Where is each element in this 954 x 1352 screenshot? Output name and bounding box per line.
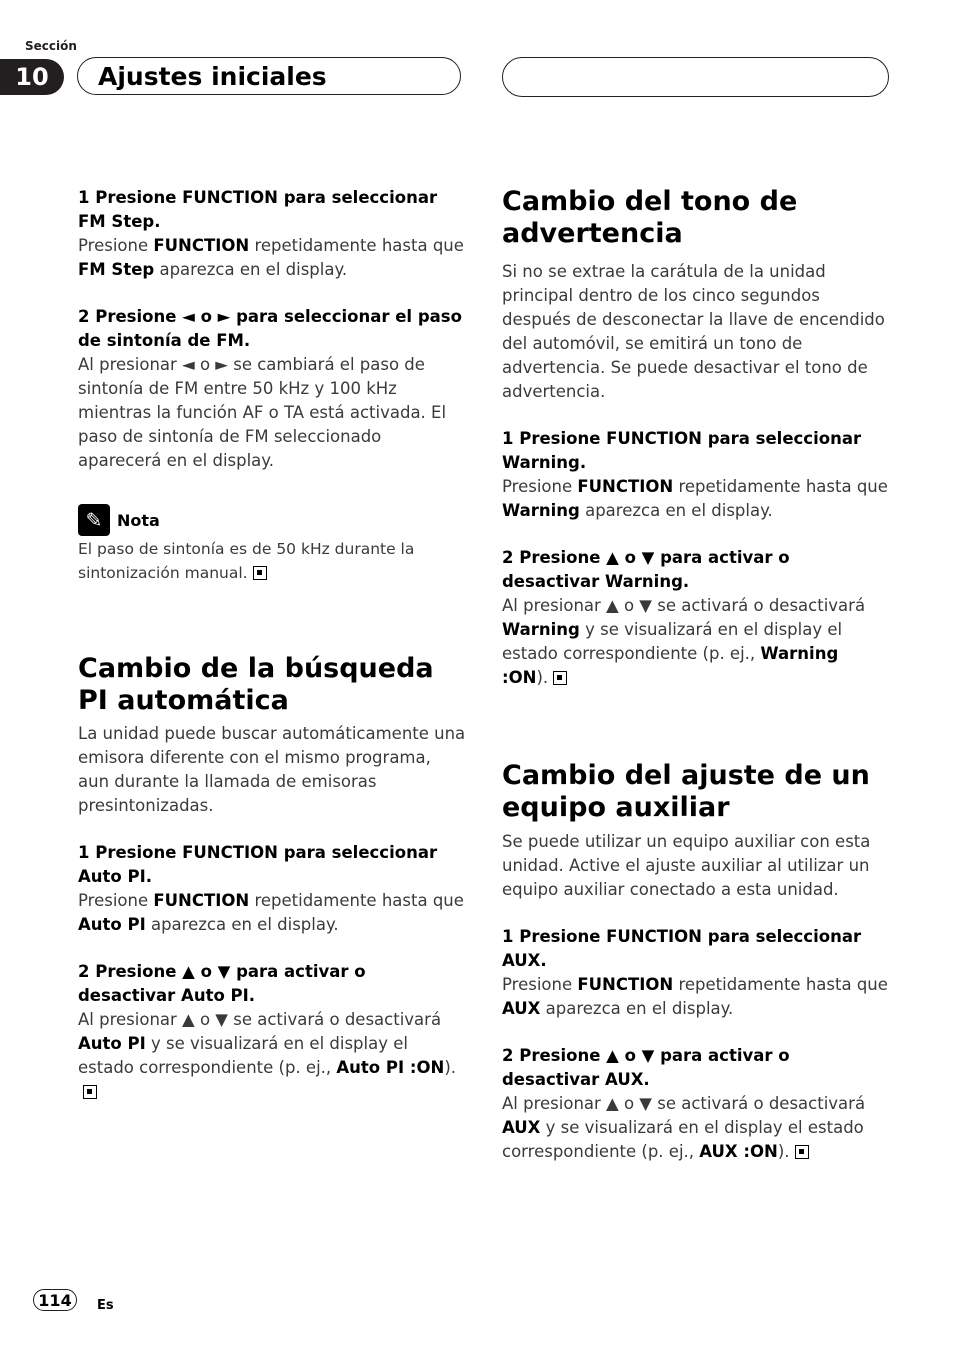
- aux-step1-body: Presione FUNCTION repetidamente hasta que AUX aparezca en el display.: [502, 975, 888, 1018]
- nota-text: El paso de sintonía es de 50 kHz durante la sintonización manual.: [78, 540, 415, 582]
- fm-step-step2-body: Al presionar ◄ o ► se cambiará el paso de sintonía de FM entre 50 kHz y 100 kHz mientras la función AF o TA está activada. El paso de sintonía de FM seleccionado aparecerá en el display.: [78, 355, 447, 470]
- fm-step-step1-title: 1 Presione FUNCTION para seleccionar FM Step.: [78, 188, 438, 231]
- language-code: Es: [97, 1298, 114, 1313]
- nota-header: [78, 503, 466, 537]
- aux-step1-title: 1 Presione FUNCTION para seleccionar AUX.: [502, 927, 862, 970]
- pi-step1-body: Presione FUNCTION repetidamente hasta que Auto PI aparezca en el display.: [78, 891, 464, 934]
- pi-step2-title: 2 Presione ▲ o ▼ para activar o desactivar Auto PI.: [78, 962, 366, 1005]
- pi-step1-title: 1 Presione FUNCTION para seleccionar Auto PI.: [78, 843, 438, 886]
- warning-intro: Si no se extrae la carátula de la unidad principal dentro de los cinco segundos después de desconectar la llave de encendido del automóvil, se emitirá un tono de advertencia. Se puede desactivar el tono de advertencia.: [502, 262, 885, 401]
- warning-step2-title: 2 Presione ▲ o ▼ para activar o desactivar Warning.: [502, 548, 790, 591]
- right-column: [502, 186, 890, 1164]
- aux-intro: Se puede utilizar un equipo auxiliar con esta unidad. Active el ajuste auxiliar al utilizar un equipo auxiliar conectado a esta unidad.: [502, 832, 871, 899]
- end-mark-icon: [253, 566, 267, 580]
- section-label: Sección: [25, 39, 77, 53]
- end-mark-icon: [83, 1085, 97, 1099]
- section-title: Ajustes iniciales: [77, 57, 461, 95]
- pi-step2-body: Al presionar ▲ o ▼ se activará o desactivará Auto PI y se visualizará en el display el estado correspondiente (p. ej., Auto PI :ON).: [78, 1008, 466, 1104]
- aux-step2-title: 2 Presione ▲ o ▼ para activar o desactivar AUX.: [502, 1046, 790, 1089]
- warning-step2-body: Al presionar ▲ o ▼ se activará o desactivará Warning y se visualizará en el display el estado correspondiente (p. ej., Warning :ON).: [502, 596, 866, 687]
- section-number-badge: 10: [0, 59, 64, 95]
- header-empty-frame: [502, 57, 889, 97]
- aux-heading: Cambio del ajuste de un equipo auxiliar: [502, 760, 870, 823]
- pencil-note-icon: ✎: [78, 504, 110, 536]
- left-column: [78, 186, 466, 1104]
- page-number: 114: [33, 1289, 77, 1311]
- warning-heading: Cambio del tono de advertencia: [502, 186, 798, 249]
- aux-step2-body: Al presionar ▲ o ▼ se activará o desactivará AUX y se visualizará en el display el estado correspondiente (p. ej., AUX :ON).: [502, 1094, 866, 1161]
- warning-step1-title: 1 Presione FUNCTION para seleccionar Warning.: [502, 429, 862, 472]
- warning-step1-body: Presione FUNCTION repetidamente hasta que Warning aparezca en el display.: [502, 477, 888, 520]
- fm-step-step1-body: Presione FUNCTION repetidamente hasta que FM Step aparezca en el display.: [78, 236, 464, 279]
- nota-label: Nota: [117, 510, 160, 530]
- end-mark-icon: [553, 671, 567, 685]
- pi-heading: Cambio de la búsqueda PI automática: [78, 653, 434, 716]
- end-mark-icon: [795, 1145, 809, 1159]
- fm-step-step2-title: 2 Presione ◄ o ► para seleccionar el paso de sintonía de FM.: [78, 307, 462, 350]
- pi-intro: La unidad puede buscar automáticamente una emisora diferente con el mismo programa, aun durante la llamada de emisoras presintonizadas.: [78, 724, 466, 815]
